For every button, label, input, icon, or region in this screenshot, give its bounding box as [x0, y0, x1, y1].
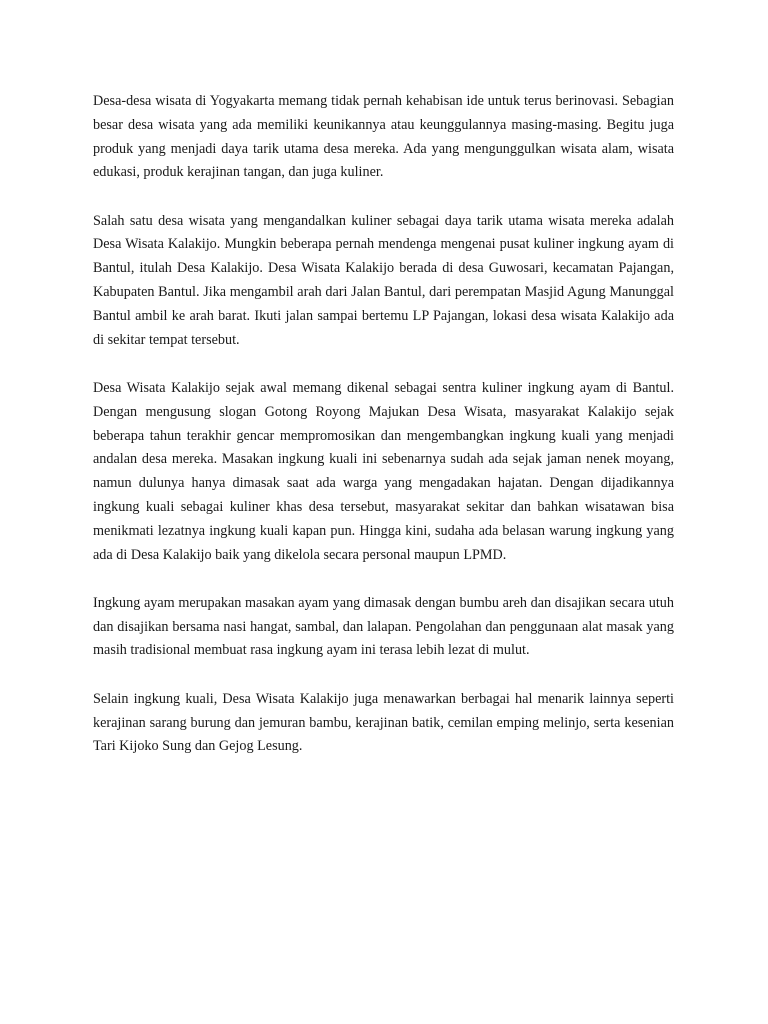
- document-body: [93, 90, 674, 784]
- paragraph-5: Selain ingkung kuali, Desa Wisata Kalakijo juga menawarkan berbagai hal menarik lainnya seperti kerajinan sarang burung dan jemuran bambu, kerajinan batik, cemilan emping melinjo, serta kesenian Tari Kijoko Sung dan Gejog Lesung.: [93, 690, 674, 755]
- paragraph-2: Salah satu desa wisata yang mengandalkan kuliner sebagai daya tarik utama wisata mereka adalah Desa Wisata Kalakijo. Mungkin beberapa pernah mendenga mengenai pusat kuliner ingkung ayam di Bantul, itulah Desa Kalakijo. Desa Wisata Kalakijo berada di desa Guwosari, kecamatan Pajangan, Kabupaten Bantul. Jika mengambil arah dari Jalan Bantul, dari perempatan Masjid Agung Manunggal Bantul ambil ke arah barat. Ikuti jalan sampai bertemu LP Pajangan, lokasi desa wisata Kalakijo ada di sekitar tempat tersebut.: [93, 212, 674, 348]
- paragraph-4: Ingkung ayam merupakan masakan ayam yang dimasak dengan bumbu areh dan disajikan secara utuh dan disajikan bersama nasi hangat, sambal, dan lalapan. Pengolahan dan penggunaan alat masak yang masih tradisional membuat rasa ingkung ayam ini terasa lebih lezat di mulut.: [93, 594, 674, 659]
- paragraph-1: Desa-desa wisata di Yogyakarta memang tidak pernah kehabisan ide untuk terus berinovasi. Sebagian besar desa wisata yang ada memiliki keunikannya atau keunggulannya masing-masing. Begitu juga produk yang menjadi daya tarik utama desa mereka. Ada yang mengunggulkan wisata alam, wisata edukasi, produk kerajinan tangan, dan juga kuliner.: [93, 93, 674, 181]
- paragraph-3: Desa Wisata Kalakijo sejak awal memang dikenal sebagai sentra kuliner ingkung ayam di Bantul. Dengan mengusung slogan Gotong Royong Majukan Desa Wisata, masyarakat Kalakijo sejak beberapa tahun terakhir gencar mempromosikan dan mengembangkan ingkung kuali yang menjadi andalan desa mereka. Masakan ingkung kuali ini sebenarnya sudah ada sejak jaman nenek moyang, namun dulunya hanya dimasak saat ada warga yang mengadakan hajatan. Dengan dijadikannya ingkung kuali sebagai kuliner khas desa tersebut, masyarakat sekitar dan bahkan wisatawan bisa menikmati lezatnya ingkung kuali kapan pun. Hingga kini, sudaha ada belasan warung ingkung yang ada di Desa Kalakijo baik yang dikelola secara personal maupun LPMD.: [93, 379, 674, 563]
